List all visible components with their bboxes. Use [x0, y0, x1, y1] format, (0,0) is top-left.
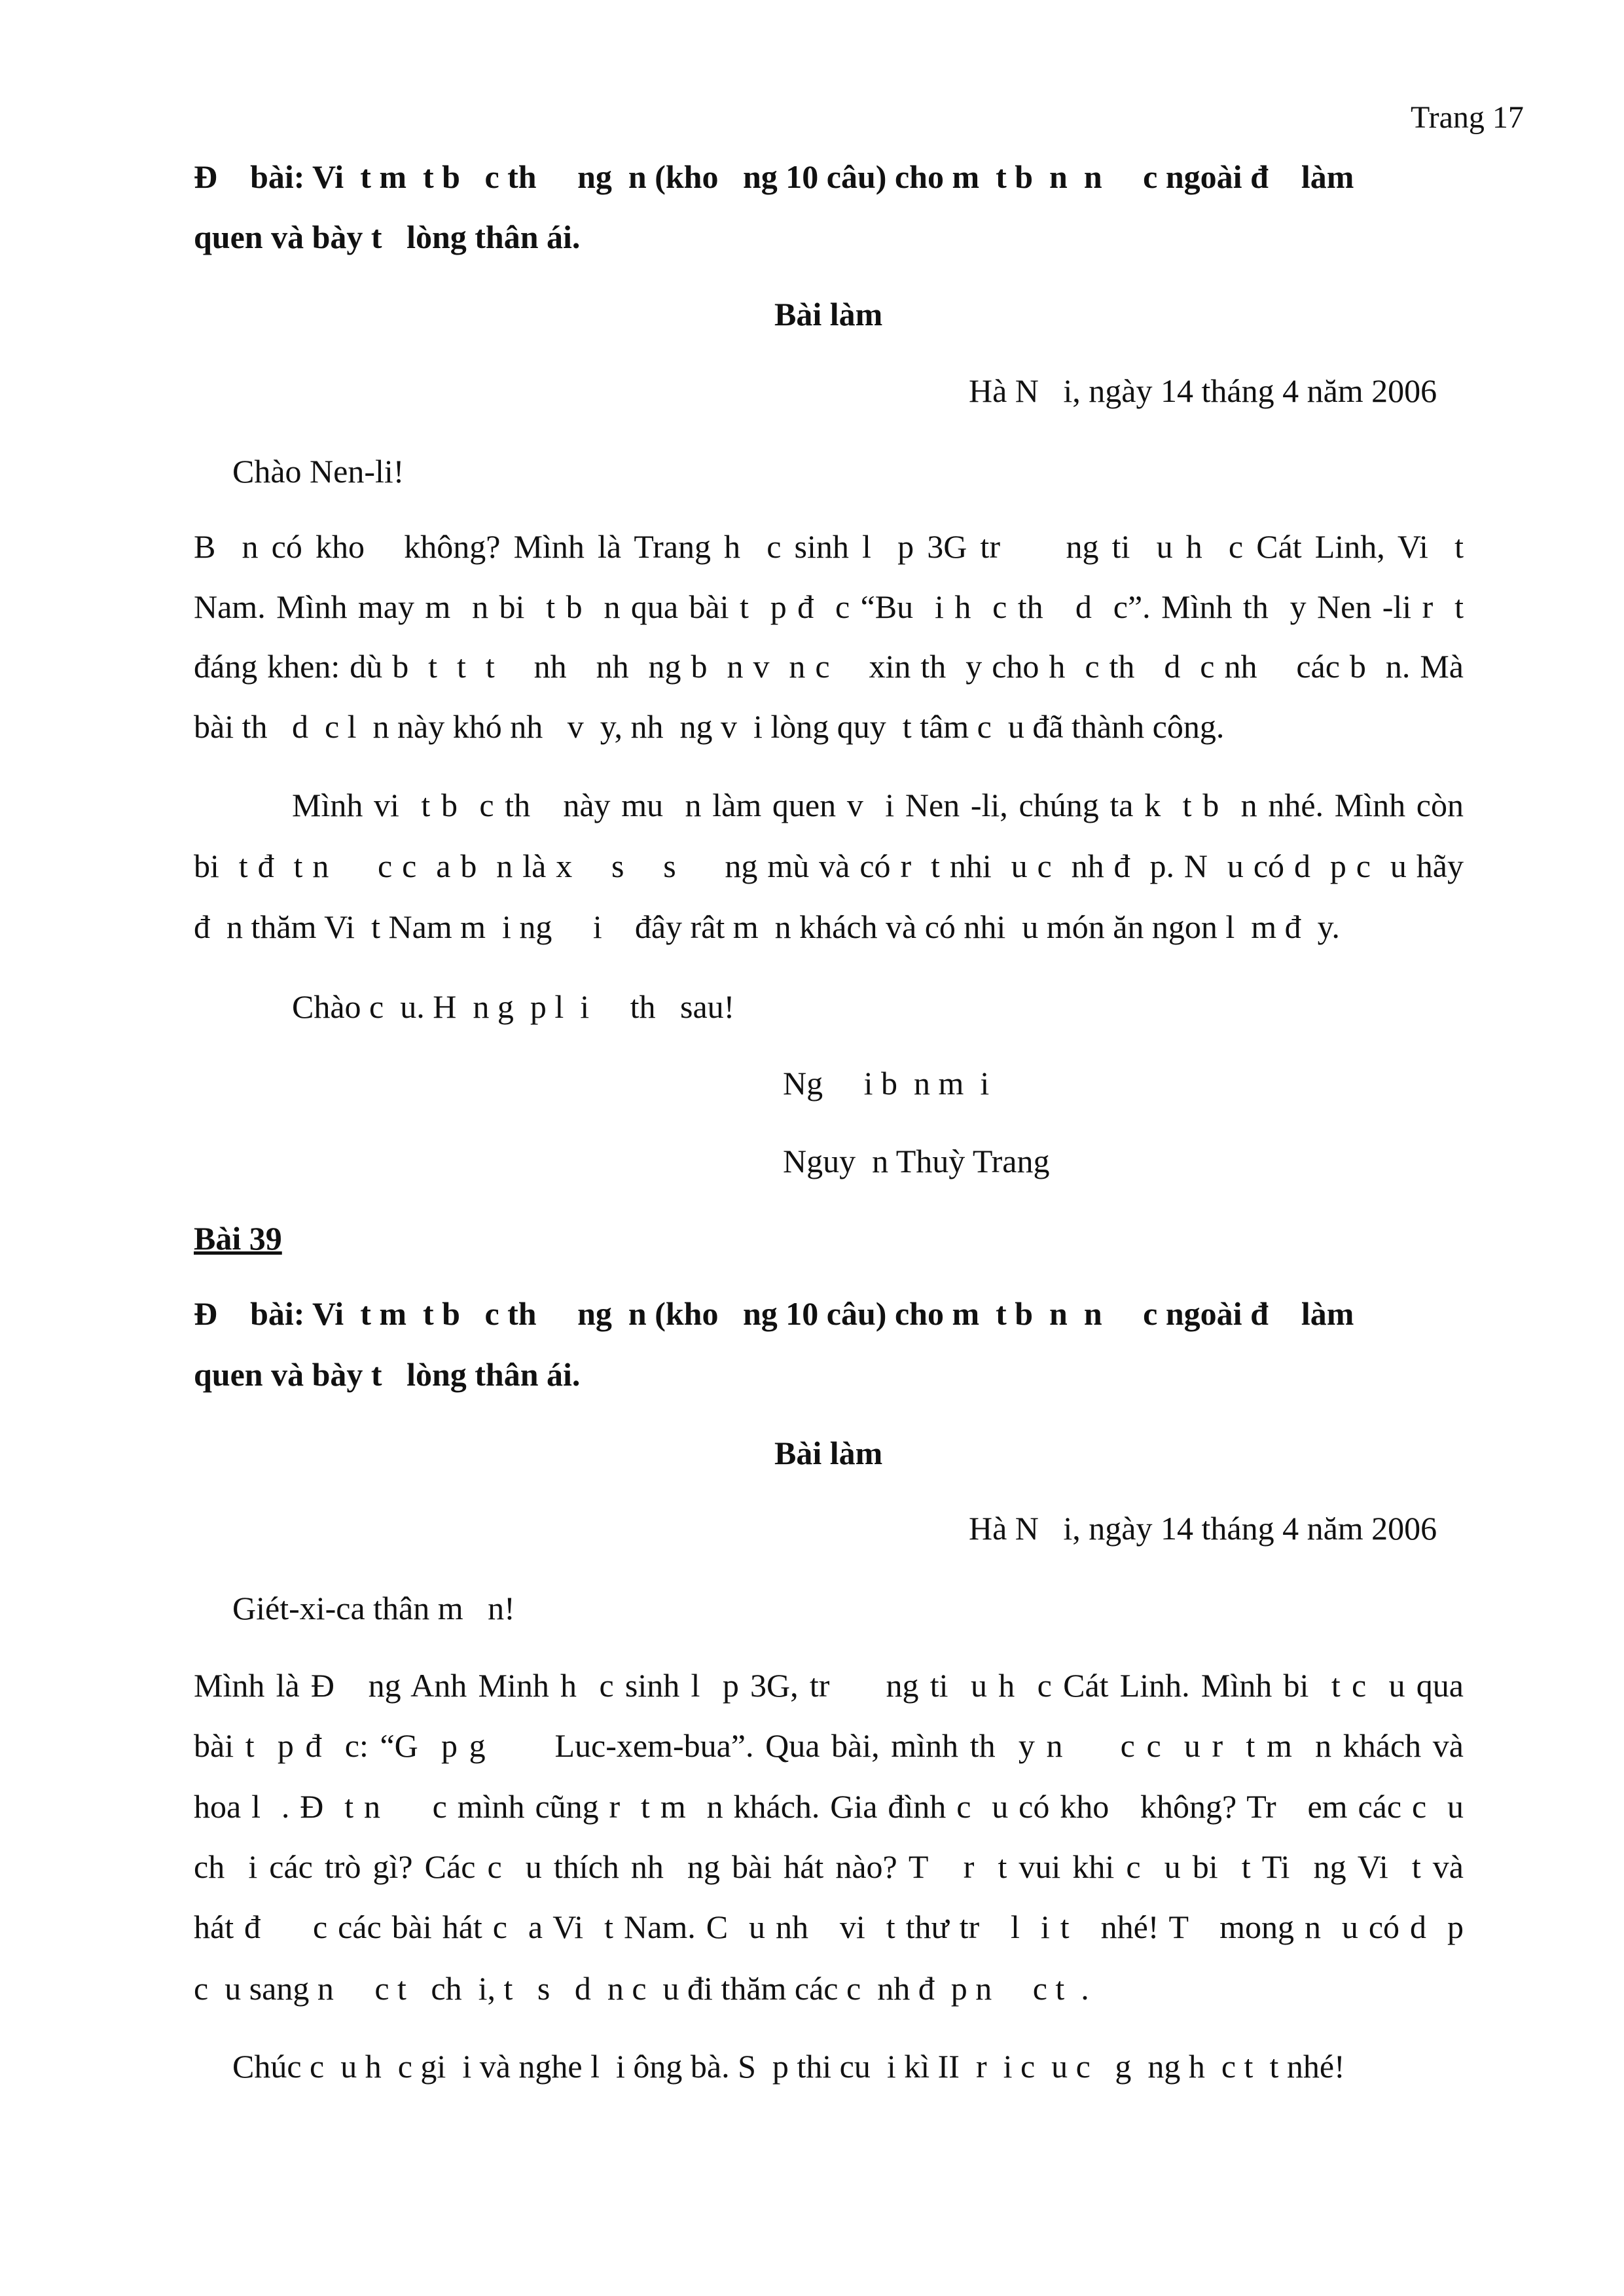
page-number: Trang 17	[1411, 100, 1524, 135]
letter-signature: Nguy n Thuỳ Trang	[783, 1143, 1050, 1179]
letter-paragraph-line: đáng khen: dù b t t t nh nh ng b n v n c xin th y cho h c th d c nh các b n. Mà	[194, 648, 1464, 685]
letter-paragraph-line: ch i các trò gì? Các c u thích nh ng bài hát nào? T r t vui khi c u bi t Ti ng Vi t và	[194, 1848, 1464, 1885]
letter-paragraph-line: bài th d c l n này khó nh v y, nh ng v i lòng quy t tâm c u đã thành công.	[194, 708, 1225, 745]
letter-paragraph-line: B n có kho không? Mình là Trang h c sinh l p 3G tr ng ti u h c Cát Linh, Vi t	[194, 528, 1464, 565]
letter-date: Hà N i, ngày 14 tháng 4 năm 2006	[969, 1510, 1437, 1547]
letter-paragraph-line: Mình vi t b c th này mu n làm quen v i Nen -li, chúng ta k t b n nhé. Mình còn	[292, 787, 1464, 823]
letter-signoff: Ng i b n m i	[783, 1065, 990, 1102]
section-heading: Bài làm	[774, 296, 883, 332]
assignment-prompt-line-2: quen và bày t lòng thân ái.	[194, 1356, 581, 1393]
letter-paragraph-line: bài t p đ c: “G p g Luc-xem-bua”. Qua bài, mình th y n c c u r t m n khách và	[194, 1727, 1464, 1764]
assignment-prompt-line-1: Đ bài: Vi t m t b c th ng n (kho ng 10 câu) cho m t b n n c ngoài đ làm	[194, 1295, 1354, 1332]
letter-paragraph-line: hoa l . Đ t n c mình cũng r t m n khách. Gia đình c u có kho không? Tr em các c u	[194, 1788, 1464, 1825]
letter-paragraph-line: Nam. Mình may m n bi t b n qua bài t p đ c “Bu i h c th d c”. Mình th y Nen -li r t	[194, 588, 1464, 625]
letter-paragraph-line: Mình là Đ ng Anh Minh h c sinh l p 3G, tr ng ti u h c Cát Linh. Mình bi t c u qua	[194, 1667, 1464, 1704]
letter-greeting: Giét-xi-ca thân m n!	[232, 1590, 515, 1626]
letter-greeting: Chào Nen-li!	[232, 453, 405, 490]
letter-closing: Chúc c u h c gi i và nghe l i ông bà. S p thi cu i kì II r i c u c g ng h c t t nhé!	[232, 2048, 1345, 2085]
exercise-title: Bài 39	[194, 1220, 282, 1257]
assignment-prompt-line-1: Đ bài: Vi t m t b c th ng n (kho ng 10 câu) cho m t b n n c ngoài đ làm	[194, 158, 1354, 195]
letter-paragraph-line: đ n thăm Vi t Nam m i ng i đây rât m n khách và có nhi u món ăn ngon l m đ y.	[194, 908, 1340, 945]
letter-paragraph-line: c u sang n c t ch i, t s d n c u đi thăm các c nh đ p n c t .	[194, 1970, 1089, 2007]
letter-paragraph-line: hát đ c các bài hát c a Vi t Nam. C u nh vi t thư tr l i t nhé! T mong n u có d p	[194, 1909, 1464, 1945]
letter-closing: Chào c u. H n g p l i th sau!	[292, 988, 735, 1025]
section-heading: Bài làm	[774, 1435, 883, 1471]
letter-paragraph-line: bi t đ t n c c a b n là x s s ng mù và có r t nhi u c nh đ p. N u có d p c u hãy	[194, 848, 1464, 884]
letter-date: Hà N i, ngày 14 tháng 4 năm 2006	[969, 372, 1437, 409]
assignment-prompt-line-2: quen và bày t lòng thân ái.	[194, 219, 581, 255]
